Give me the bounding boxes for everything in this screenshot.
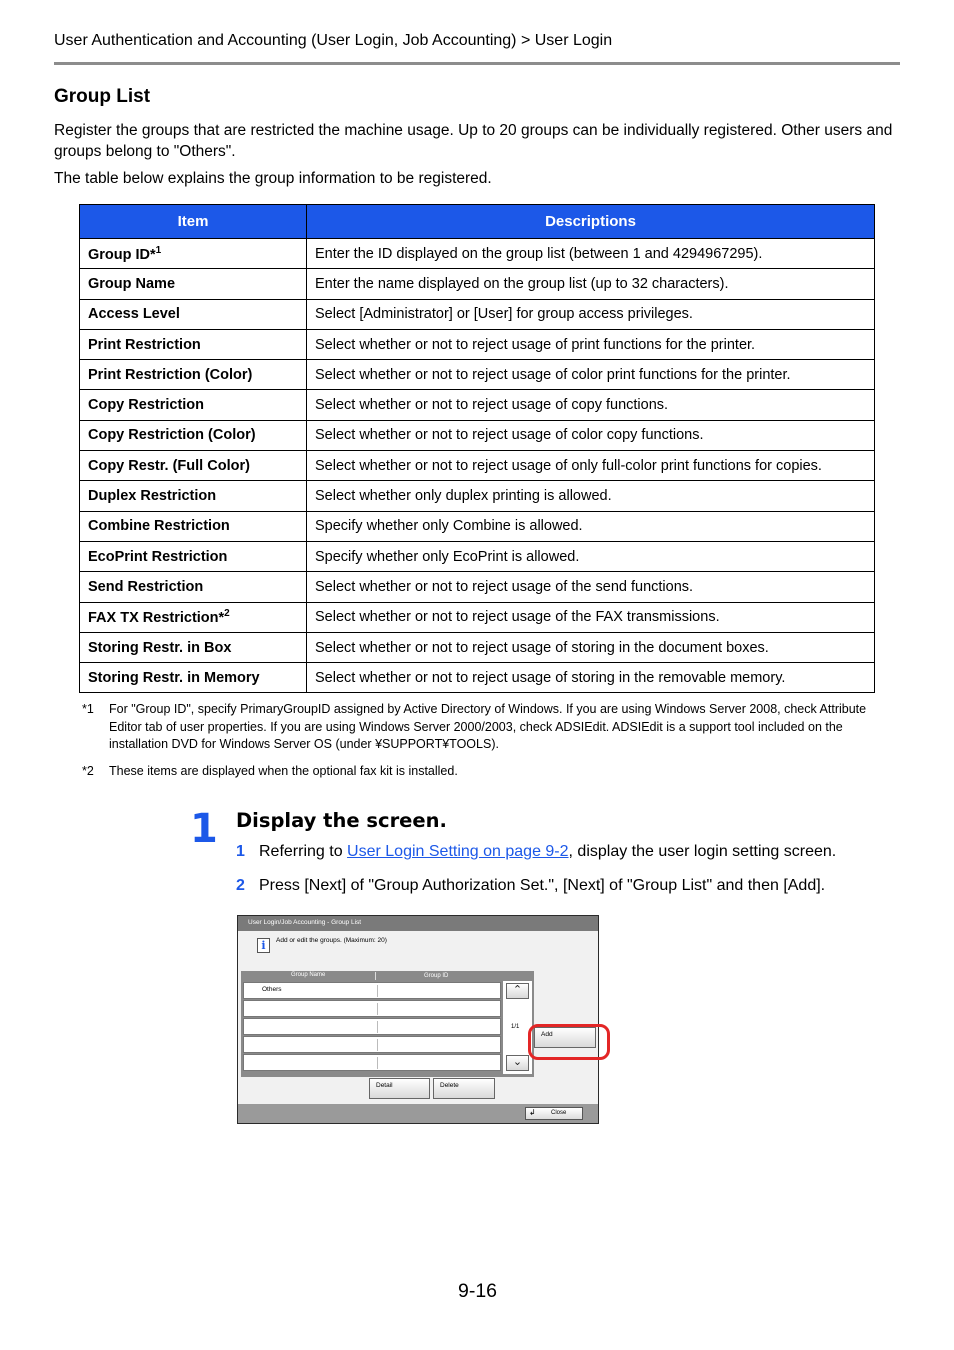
- footnote-mark-1: *1: [82, 702, 94, 716]
- user-login-setting-link[interactable]: User Login Setting on page 9-2: [347, 843, 569, 860]
- item-cell: [80, 481, 307, 511]
- group-list: [241, 971, 534, 1077]
- footnote-mark-2: *2: [82, 764, 94, 778]
- item-label: Combine Restriction: [88, 518, 230, 535]
- item-label: Group ID*: [88, 246, 156, 263]
- description-cell: Select whether or not to reject usage of color print functions for the printer.: [307, 360, 875, 390]
- add-button[interactable]: Add: [534, 1027, 596, 1048]
- item-cell: [80, 360, 307, 390]
- description-cell: Select whether or not to reject usage of storing in the removable memory.: [307, 663, 875, 693]
- substep-number-1: 1: [236, 843, 245, 860]
- description-cell: Select whether or not to reject usage of color copy functions.: [307, 420, 875, 450]
- detail-button[interactable]: Detail: [369, 1078, 430, 1099]
- table-row: [80, 572, 875, 602]
- add-button-highlight: [528, 1024, 610, 1060]
- item-cell: [80, 511, 307, 541]
- substep-text-2: Press [Next] of "Group Authorization Set.", [Next] of "Group List" and then [Add].: [259, 877, 826, 894]
- column-group-name: Group Name: [291, 972, 326, 978]
- item-cell: [80, 541, 307, 571]
- description-cell: Specify whether only Combine is allowed.: [307, 511, 875, 541]
- item-label: FAX TX Restriction*: [88, 610, 225, 627]
- list-item[interactable]: [243, 982, 501, 999]
- table-row: [80, 329, 875, 359]
- item-label: Copy Restr. (Full Color): [88, 457, 250, 474]
- column-group-id: Group ID: [424, 973, 449, 979]
- item-cell: [80, 663, 307, 693]
- chevron-up-icon[interactable]: ⌃: [506, 983, 529, 999]
- table-row: [80, 360, 875, 390]
- screen-info-text: Add or edit the groups. (Maximum: 20): [276, 937, 387, 944]
- table-header-item: Item: [80, 205, 307, 239]
- table-row: [80, 541, 875, 571]
- section-title: Group List: [54, 86, 151, 107]
- item-cell: [80, 632, 307, 662]
- item-label: Send Restriction: [88, 578, 204, 595]
- item-label: Group Name: [88, 275, 176, 292]
- header-divider: [54, 62, 900, 65]
- description-cell: Select whether or not to reject usage of the FAX transmissions.: [307, 602, 875, 632]
- info-icon: i: [257, 938, 270, 953]
- step-number: 1: [190, 806, 218, 852]
- table-row: [80, 299, 875, 329]
- table-row: [80, 451, 875, 481]
- list-item[interactable]: [243, 1054, 501, 1071]
- item-cell: [80, 299, 307, 329]
- table-row: [80, 390, 875, 420]
- description-cell: Enter the name displayed on the group list (up to 32 characters).: [307, 269, 875, 299]
- description-cell: Select whether or not to reject usage of print functions for the printer.: [307, 329, 875, 359]
- screen-bottom-bar: [238, 1104, 598, 1123]
- column-separator: [375, 972, 376, 980]
- item-label: Storing Restr. in Box: [88, 639, 232, 656]
- cell-divider: [377, 1039, 378, 1051]
- intro-paragraph: Register the groups that are restricted the machine usage. Up to 20 groups can be individually registered. Other users and groups belong to "Others".: [54, 122, 893, 160]
- cell-divider: [377, 985, 378, 997]
- group-info-table: [79, 204, 875, 693]
- description-cell: Select whether or not to reject usage of the send functions.: [307, 572, 875, 602]
- substep-text-after: , display the user login setting screen.: [568, 843, 837, 860]
- page-indicator: 1/1: [511, 1024, 520, 1030]
- cell-divider: [377, 1003, 378, 1015]
- item-cell: [80, 451, 307, 481]
- item-label: Storing Restr. in Memory: [88, 669, 260, 686]
- item-cell: [80, 390, 307, 420]
- screen-title: User Login/Job Accounting - Group List: [238, 916, 598, 931]
- item-cell: [80, 269, 307, 299]
- table-row: [80, 420, 875, 450]
- item-label: Copy Restriction (Color): [88, 427, 256, 444]
- substep-text-1: [259, 843, 836, 861]
- substep-number-2: 2: [236, 877, 245, 894]
- table-row: [80, 239, 875, 269]
- description-cell: Select whether or not to reject usage of only full-color print functions for copies.: [307, 451, 875, 481]
- item-label: Print Restriction: [88, 336, 201, 353]
- item-cell: [80, 572, 307, 602]
- close-button-label: Close: [551, 1110, 567, 1116]
- scroll-panel: [503, 981, 532, 1074]
- description-cell: Select whether only duplex printing is allowed.: [307, 481, 875, 511]
- list-item[interactable]: [243, 1000, 501, 1017]
- table-intro-paragraph: The table below explains the group information to be registered.: [54, 170, 492, 187]
- chevron-down-icon[interactable]: ⌄: [506, 1055, 529, 1071]
- item-cell: [80, 239, 307, 269]
- list-item[interactable]: [243, 1036, 501, 1053]
- table-row: [80, 632, 875, 662]
- cell-divider: [377, 1057, 378, 1069]
- table-row: [80, 511, 875, 541]
- table-row: [80, 481, 875, 511]
- description-cell: Specify whether only EcoPrint is allowed.: [307, 541, 875, 571]
- page-number: 9-16: [458, 1280, 498, 1302]
- item-label: EcoPrint Restriction: [88, 548, 228, 565]
- item-label: Duplex Restriction: [88, 488, 217, 505]
- group-list-screen: [237, 915, 599, 1124]
- delete-button[interactable]: Delete: [433, 1078, 495, 1099]
- list-item[interactable]: [243, 1018, 501, 1035]
- table-row: [80, 269, 875, 299]
- breadcrumb: User Authentication and Accounting (User Login, Job Accounting) > User Login: [54, 32, 613, 49]
- close-button[interactable]: [525, 1107, 583, 1120]
- description-cell: Enter the ID displayed on the group list (between 1 and 4294967295).: [307, 239, 875, 269]
- return-icon: ↲: [529, 1108, 536, 1117]
- footnote-text-1: For "Group ID", specify PrimaryGroupID assigned by Active Directory of Windows. If you are using Windows Server 2008, check Attribute Editor tab of user properties. If you are using Windows Server 2000/2003, check ADSIEdit. ADSIEdit is a support tool included on the installation DVD for Windows Server OS (under ¥SUPPORT¥TOOLS).: [109, 702, 867, 751]
- description-cell: Select [Administrator] or [User] for group access privileges.: [307, 299, 875, 329]
- substep-text-before: Referring to: [259, 843, 348, 860]
- item-label: Copy Restriction: [88, 397, 205, 414]
- item-cell: [80, 329, 307, 359]
- cell-divider: [377, 1021, 378, 1033]
- description-cell: Select whether or not to reject usage of copy functions.: [307, 390, 875, 420]
- table-row: [80, 602, 875, 632]
- item-cell: [80, 420, 307, 450]
- table-header-descriptions: Descriptions: [307, 205, 875, 239]
- description-cell: Select whether or not to reject usage of storing in the document boxes.: [307, 632, 875, 662]
- footnote-reference: 2: [224, 608, 230, 620]
- list-item-name: Others: [262, 986, 282, 993]
- table-row: [80, 663, 875, 693]
- footnote-reference: 1: [155, 244, 162, 256]
- item-label: Access Level: [88, 306, 180, 323]
- footnote-text-2: These items are displayed when the optional fax kit is installed.: [109, 764, 458, 778]
- item-label: Print Restriction (Color): [88, 366, 253, 383]
- group-list-header: [241, 971, 501, 981]
- step-title: Display the screen.: [236, 809, 447, 832]
- item-cell: [80, 602, 307, 632]
